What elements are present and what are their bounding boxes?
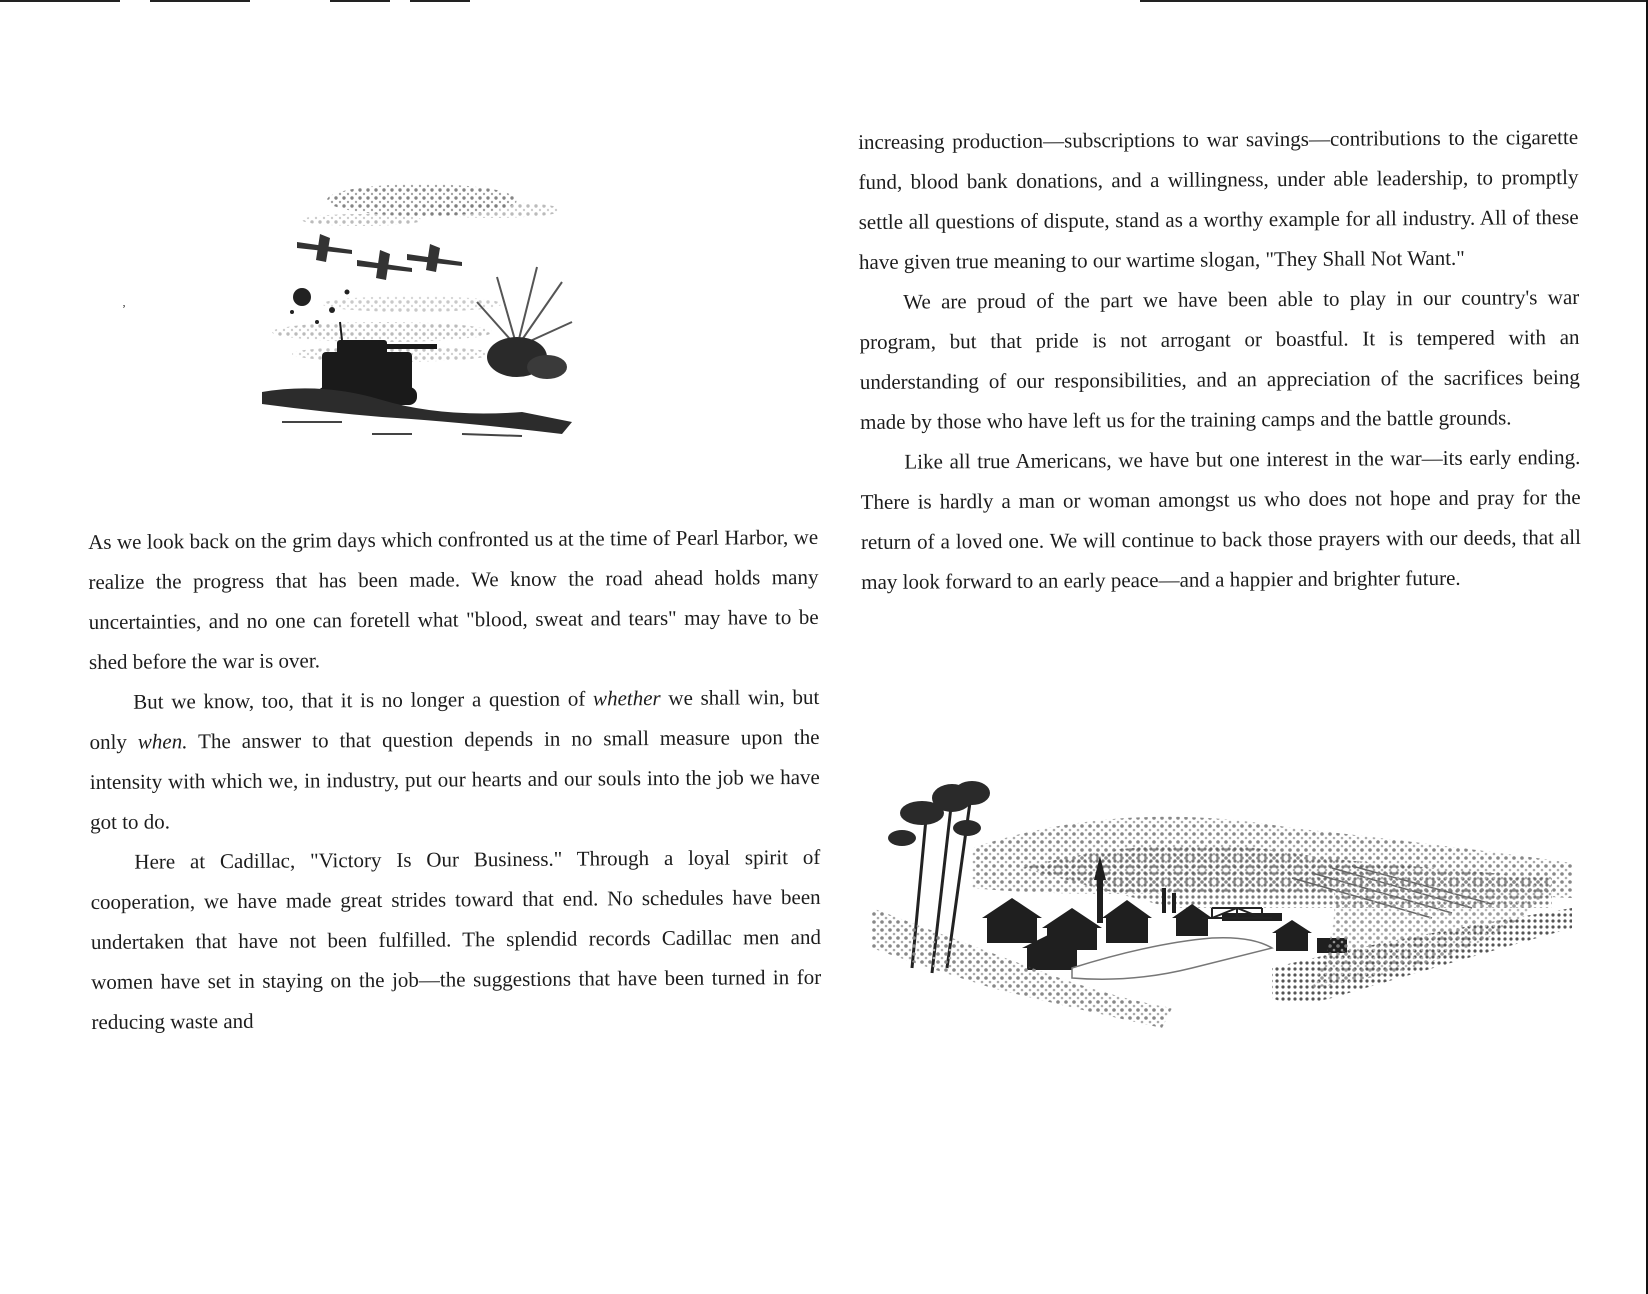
war-scene-illustration — [262, 172, 612, 472]
scan-edge-line — [0, 0, 120, 2]
paragraph: But we know, too, that it is no longer a question of whether we shall win, but only when. The answer to that question depends in no small measure upon the intensity with which we, in industry, put our hearts and our souls into the job we have got to do. — [89, 684, 820, 834]
scan-edge-line — [330, 0, 390, 2]
paragraph: Here at Cadillac, "Victory Is Our Business." Through a loyal spirit of cooperation, we have made great strides toward that end. No schedules have been undertaken that have not been fulfilled. The splendid records Cadillac men and women have set in staying on the job—the suggestions that have been turned in for reducing waste and — [90, 844, 822, 1034]
scan-edge-line — [1140, 0, 1648, 2]
paragraph: increasing production—subscriptions to war savings—contributions to the cigarette fund, blood bank donations, and a willingness, under able leadership, to promptly settle all questions of dispute, stand as a worthy example for all industry. All of these have given true meaning to our wartime slogan, "They Shall Not Want." — [858, 124, 1579, 274]
scan-edge-line — [150, 0, 250, 2]
left-text-column — [88, 517, 822, 1042]
town-landscape-illustration — [872, 768, 1588, 1068]
paragraph: Like all true Americans, we have but one interest in the war—its early ending. There is hardly a man or woman amongst us who does not hope and pray for the return of a loved one. We will continue to back those prayers with our deeds, that all may look forward to an early peace—and a happier and brighter future. — [860, 444, 1581, 594]
ink-speck: ʼ — [122, 302, 126, 316]
paragraph: We are proud of the part we have been able to play in our country's war program, but that pride is not arrogant or boastful. It is tempered with an understanding of our responsibilities, and an appreciation of the sacrifices being made by those who have left us for the training camps and the battle grounds. — [859, 284, 1580, 434]
right-text-column — [858, 117, 1581, 602]
scan-edge-line — [410, 0, 470, 2]
paragraph: As we look back on the grim days which confronted us at the time of Pearl Harbor, we realize the progress that has been made. We know the road ahead holds many uncertainties, and no one can foretell what "blood, sweat and tears" may have to be shed before the war is over. — [88, 524, 819, 674]
